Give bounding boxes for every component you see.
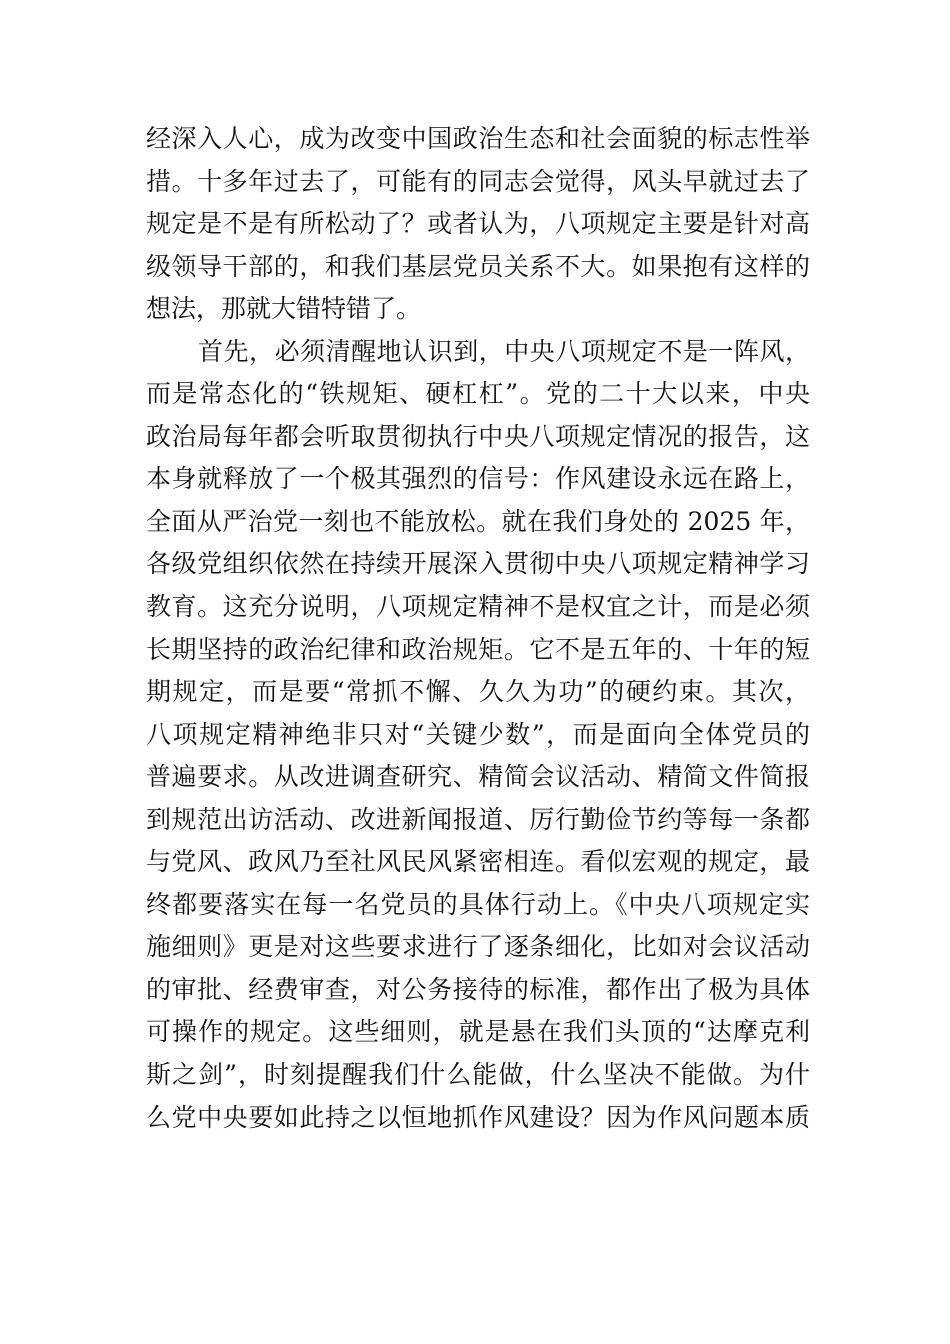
text-line: 规定是不是有所松动了？或者认为，八项规定主要是针对高 — [146, 209, 810, 239]
body-text — [146, 118, 810, 1139]
text-line: 教育。这充分说明，八项规定精神不是权宜之计，而是必须 — [146, 592, 810, 622]
text-line: 首先，必须清醒地认识到，中央八项规定不是一阵风， — [198, 336, 810, 366]
text-line: 经深入人心，成为改变中国政治生态和社会面貌的标志性举 — [146, 124, 810, 153]
text-line: 想法，那就大错特错了。 — [146, 294, 422, 324]
text-line: 斯之剑”，时刻提醒我们什么能做，什么坚决不能做。为什 — [146, 1060, 810, 1090]
text-line: 八项规定精神绝非只对“关键少数”，而是面向全体党员的 — [146, 719, 810, 749]
text-line: 级领导干部的，和我们基层党员关系不大。如果抱有这样的 — [146, 251, 810, 281]
text-line: 终都要落实在每一名党员的具体行动上。《中央八项规定实 — [146, 889, 810, 919]
text-line: 么党中央要如此持之以恒地抓作风建设？因为作风问题本质 — [146, 1102, 810, 1132]
text-line: 与党风、政风乃至社风民风紧密相连。看似宏观的规定，最 — [146, 847, 810, 877]
text-line: 而是常态化的“铁规矩、硬杠杠”。党的二十大以来，中央 — [146, 379, 810, 409]
text-line: 到规范出访活动、改进新闻报道、厉行勤俭节约等每一条都 — [146, 804, 810, 834]
text-line: 措。十多年过去了，可能有的同志会觉得，风头早就过去了 — [146, 166, 810, 196]
text-line: 全面从严治党一刻也不能放松。就在我们身处的 2025 年， — [146, 506, 810, 536]
text-line: 各级党组织依然在持续开展深入贯彻中央八项规定精神学习 — [146, 549, 810, 579]
text-line: 政治局每年都会听取贯彻执行中央八项规定情况的报告，这 — [146, 421, 810, 451]
text-line: 的审批、经费审查，对公务接待的标准，都作出了极为具体 — [146, 974, 810, 1004]
text-line: 可操作的规定。这些细则，就是悬在我们头顶的“达摩克利 — [146, 1017, 810, 1047]
text-line: 长期坚持的政治纪律和政治规矩。它不是五年的、十年的短 — [146, 634, 810, 664]
text-line: 本身就释放了一个极其强烈的信号：作风建设永远在路上， — [146, 464, 810, 494]
text-line: 期规定，而是要“常抓不懈、久久为功”的硬约束。其次， — [146, 677, 810, 707]
text-line: 施细则》更是对这些要求进行了逐条细化，比如对会议活动 — [146, 932, 810, 962]
text-line: 普遍要求。从改进调查研究、精简会议活动、精简文件简报 — [146, 762, 810, 792]
